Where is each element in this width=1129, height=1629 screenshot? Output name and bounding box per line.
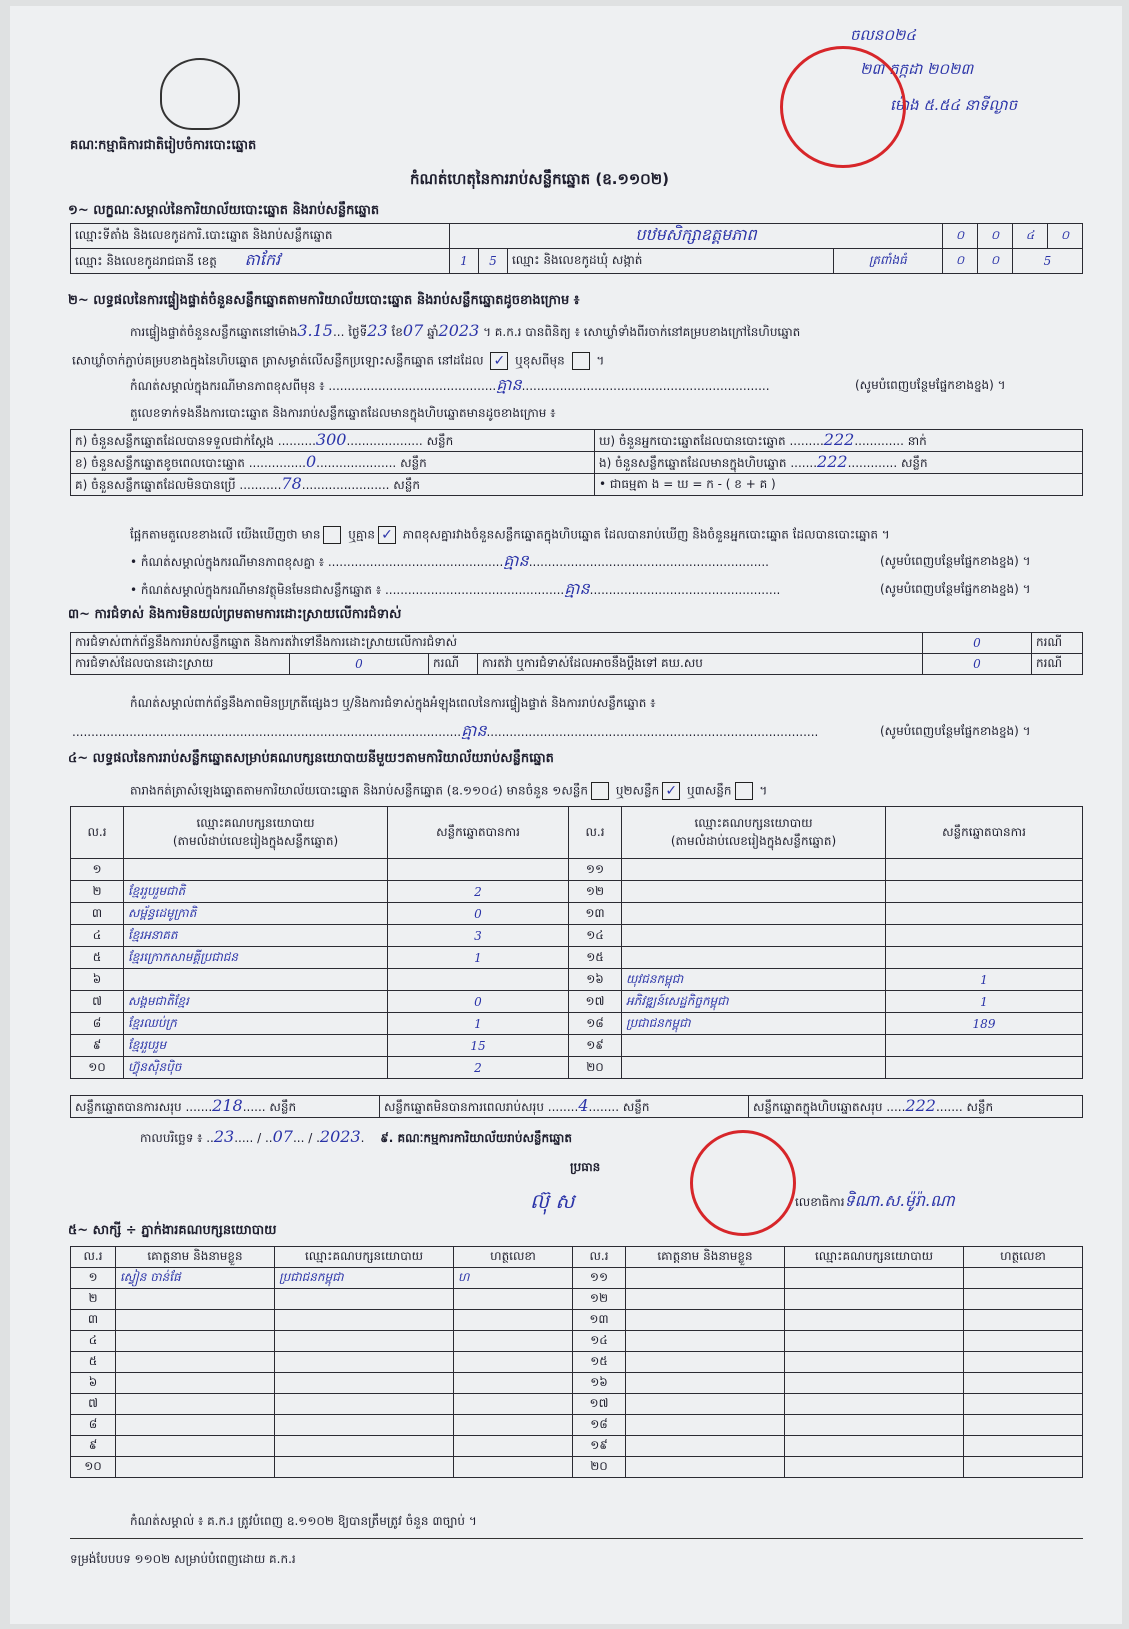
witness-party-cell	[275, 1331, 454, 1352]
result-no-cell: ២	[71, 881, 124, 903]
witness-no-cell: ៨	[71, 1415, 116, 1436]
witness-no-cell: ៥	[71, 1352, 116, 1373]
col-no-left: ល.រ	[71, 807, 124, 859]
objections-table	[70, 632, 1083, 675]
result-no-cell: ៧	[71, 991, 124, 1013]
witness-name-cell	[626, 1310, 785, 1331]
witness-party-cell	[785, 1331, 964, 1352]
witness-name-cell	[626, 1457, 785, 1478]
witness-name-cell	[626, 1352, 785, 1373]
bullet2-line: • កំណត់សម្គាល់ក្នុងករណីមានវត្ថុមិនមែនជាសន្លឹកឆ្នោត ៖ ...............................................គ្មាន..................................................	[130, 579, 781, 598]
witness-sign-cell	[454, 1415, 573, 1436]
result-party-cell: សម្ព័ន្ធដេមូក្រាតិ	[124, 903, 388, 925]
result-no-cell: ៦	[71, 969, 124, 991]
office-code-1: ០	[943, 224, 978, 249]
table-row	[71, 1013, 1083, 1035]
red-seal-bottom	[690, 1130, 796, 1236]
result-no-cell: ១៨	[569, 1013, 622, 1035]
col-no-right: ល.រ	[569, 807, 622, 859]
result-party-cell: ហ៊្វុនស៊ិនប៉ិច	[124, 1057, 388, 1079]
witness-sign-cell	[964, 1268, 1083, 1289]
w-col-party-right: ឈ្មោះគណបក្សនយោបាយ	[785, 1247, 964, 1268]
office-code-2: ០	[978, 224, 1013, 249]
witness-no-cell: ២	[71, 1289, 116, 1310]
table-row	[71, 1268, 1083, 1289]
result-party-cell	[622, 925, 886, 947]
witness-name-cell	[626, 1331, 785, 1352]
witness-party-cell	[785, 1310, 964, 1331]
section5-heading: ៥~ សាក្សី ÷ ភ្នាក់ងារគណបក្សនយោបាយ	[68, 1223, 277, 1238]
w-col-no-right: ល.រ	[573, 1247, 626, 1268]
witness-table	[70, 1246, 1083, 1478]
result-party-cell	[622, 947, 886, 969]
result-party-cell	[622, 1057, 886, 1079]
result-votes-cell: 3	[388, 925, 569, 947]
witness-party-cell	[785, 1436, 964, 1457]
result-votes-cell: 2	[388, 1057, 569, 1079]
witness-party-cell	[785, 1352, 964, 1373]
witness-name-cell	[116, 1394, 275, 1415]
result-no-cell: ១៧	[569, 991, 622, 1013]
result-votes-cell	[886, 1057, 1083, 1079]
witness-no-cell: ៣	[71, 1310, 116, 1331]
section3-note-line: ......................................................................................................គ្មាន.......................................................................................	[72, 721, 819, 740]
appeal-label: ការតវ៉ា ឬការជំទាស់ដែលអាចនឹងប្តឹងទៅ គឃ.សប	[478, 654, 923, 675]
table-row	[71, 1436, 1083, 1457]
result-no-cell: ១២	[569, 881, 622, 903]
result-votes-cell: 1	[388, 947, 569, 969]
table-row	[71, 1394, 1083, 1415]
table-row	[71, 1352, 1083, 1373]
result-party-cell: សង្គមជាតិខ្មែរ	[124, 991, 388, 1013]
witness-no-cell: ១៨	[573, 1415, 626, 1436]
witness-party-cell	[275, 1310, 454, 1331]
result-party-cell: ខ្មែរឈប់ក្រ	[124, 1013, 388, 1035]
witness-no-cell: ១០	[71, 1457, 116, 1478]
objection-unit: ករណី	[1032, 633, 1083, 654]
witness-name-cell	[116, 1457, 275, 1478]
appeal-value: 0	[923, 654, 1032, 675]
table-row	[71, 859, 1083, 881]
result-no-cell: ៤	[71, 925, 124, 947]
w-col-name-left: គោត្តនាម និងនាមខ្លួន	[116, 1247, 275, 1268]
objection-label: ការជំទាស់ពាក់ព័ន្ធនឹងការរាប់សន្លឹកឆ្នោត និងការតវ៉ាទៅនឹងការដោះស្រាយលើការជំទាស់	[71, 633, 923, 654]
result-party-cell: ខ្មែរអនាគត	[124, 925, 388, 947]
witness-sign-cell	[964, 1415, 1083, 1436]
witness-no-cell: ៩	[71, 1436, 116, 1457]
result-votes-cell: 189	[886, 1013, 1083, 1035]
witness-name-cell	[626, 1373, 785, 1394]
figure-b: ខ) ចំនួនសន្លឹកឆ្នោតខូចពេលបោះឆ្នោត ...............0..................... សន្លឹក	[71, 452, 595, 474]
result-no-cell: ៣	[71, 903, 124, 925]
witness-no-cell: ១	[71, 1268, 116, 1289]
witness-sign-cell	[964, 1394, 1083, 1415]
witness-no-cell: ១៣	[573, 1310, 626, 1331]
form-code-note: ទម្រង់បែបបទ ១១០២ សម្រាប់បំពេញដោយ គ.ក.រ	[70, 1552, 296, 1566]
table-row	[71, 1415, 1083, 1436]
figures-table	[70, 429, 1083, 496]
result-party-cell	[622, 859, 886, 881]
result-party-cell	[622, 881, 886, 903]
witness-party-cell	[275, 1415, 454, 1436]
result-votes-cell: 1	[886, 991, 1083, 1013]
col-party-left: ឈ្មោះគណបក្សនយោបាយ (តាមលំដាប់លេខរៀងក្នុងសន្លឹកឆ្នោត)	[124, 807, 388, 859]
table-row	[71, 903, 1083, 925]
bullet1-suffix: (សូមបំពេញបន្ថែមផ្នែកខាងខ្នង) ។	[880, 554, 1031, 568]
witness-sign-cell	[964, 1331, 1083, 1352]
witness-party-cell	[785, 1415, 964, 1436]
result-no-cell: ១៥	[569, 947, 622, 969]
date-line: កាលបរិច្ឆេទ ៖ ..23..... / ..07... / .2023. ៩. គណៈកម្មការការិយាល័យរាប់សន្លឹកឆ្នោត	[140, 1127, 572, 1146]
same-checkbox[interactable]: ✓	[490, 352, 508, 370]
witness-sign-cell	[454, 1457, 573, 1478]
witness-name-cell	[626, 1394, 785, 1415]
section3-heading: ៣~ ការជំទាស់ និងការមិនយល់ព្រមតាមការដោះស្រាយលើការជំទាស់	[68, 607, 402, 622]
commune-code-2: ០	[978, 249, 1013, 274]
witness-name-cell	[116, 1436, 275, 1457]
office-value: បឋមសិក្សាឧត្តមភាព	[450, 224, 943, 249]
footnote: កំណត់សម្គាល់ ៖ គ.ក.រ ត្រូវបំពេញ ឧ.១១០២ ឱ្យបានត្រឹមត្រូវ ចំនួន ៣ច្បាប់ ។	[130, 1514, 477, 1528]
office-label: ឈ្មោះទីតាំង និងលេខកូដការិ.បោះឆ្នោត និងរាប់សន្លឹកឆ្នោត	[71, 224, 450, 249]
w-col-party-left: ឈ្មោះគណបក្សនយោបាយ	[275, 1247, 454, 1268]
table-row	[71, 925, 1083, 947]
witness-sign-cell	[454, 1289, 573, 1310]
witness-sign-cell	[964, 1436, 1083, 1457]
bullet2-suffix: (សូមបំពេញបន្ថែមផ្នែកខាងខ្នង) ។	[880, 582, 1031, 596]
result-votes-cell: 1	[886, 969, 1083, 991]
result-party-cell: ខ្មែររួបរួមជាតិ	[124, 881, 388, 903]
commune-code-1: ០	[943, 249, 978, 274]
note1-line: កំណត់សម្គាល់ក្នុងករណីមានភាពខុសពីមុន ៖ ............................................គ្មាន.................................................................	[130, 375, 770, 394]
witness-sign-cell	[964, 1310, 1083, 1331]
table-row	[71, 881, 1083, 903]
figure-d: ឃ) ចំនួនអ្នកបោះឆ្នោតដែលបានបោះឆ្នោត .........222............. នាក់	[595, 430, 1083, 452]
changed-checkbox[interactable]	[572, 352, 590, 370]
resolved-unit: ករណី	[429, 654, 478, 675]
president-signature: ល៊ុ ស	[530, 1189, 575, 1213]
commune-label: ឈ្មោះ និងលេខកូដឃុំ សង្កាត់	[508, 249, 834, 274]
result-party-cell: ប្រជាជនកម្ពុជា	[622, 1013, 886, 1035]
one-sheet-checkbox[interactable]	[591, 782, 609, 800]
section1-heading: ១~ លក្ខណៈសម្គាល់នៃការិយាល័យបោះឆ្នោត និងរាប់សន្លឹកឆ្នោត	[68, 203, 380, 218]
witness-sign-cell	[454, 1394, 573, 1415]
witness-sign-cell	[964, 1373, 1083, 1394]
office-code-3: ៤	[1013, 224, 1048, 249]
form-page	[10, 6, 1122, 1624]
receipt-note-1: ចលន០២៤	[850, 26, 916, 44]
witness-sign-cell: ហ	[454, 1268, 573, 1289]
province-label: ឈ្មោះ និងលេខកូដរាជធានី ខេត្ត តាកែវ	[71, 249, 450, 274]
result-no-cell: ១១	[569, 859, 622, 881]
two-sheet-checkbox[interactable]: ✓	[662, 782, 680, 800]
witness-party-cell	[275, 1373, 454, 1394]
result-votes-cell	[886, 925, 1083, 947]
witness-name-cell: ស្វៀន ចាន់ផែ	[116, 1268, 275, 1289]
result-no-cell: ៩	[71, 1035, 124, 1057]
w-col-sign-right: ហត្ថលេខា	[964, 1247, 1083, 1268]
witness-name-cell	[626, 1268, 785, 1289]
table-row	[71, 969, 1083, 991]
witness-party-cell	[275, 1457, 454, 1478]
result-party-cell: ខ្មែររួបរួម	[124, 1035, 388, 1057]
witness-party-cell	[785, 1373, 964, 1394]
table-row	[71, 1310, 1083, 1331]
witness-party-cell	[785, 1289, 964, 1310]
table-row	[71, 991, 1083, 1013]
figure-formula: • ជាធម្មតា ង = ឃ = ក - ( ខ + គ )	[595, 474, 1083, 496]
result-no-cell: ១	[71, 859, 124, 881]
witness-no-cell: ៦	[71, 1373, 116, 1394]
witness-sign-cell	[454, 1436, 573, 1457]
verify-line-1: ការផ្ទៀងផ្ទាត់ចំនួនសន្លឹកឆ្នោតនៅម៉ោង3.15... ថ្ងៃទី23 ខែ07 ឆ្នាំ2023 ។ គ.ក.រ បានពិនិត្យ ៖ សោឃ្លាំទាំងពីរចាក់នៅគម្របខាងក្រៅនៃហិបឆ្នោត	[130, 321, 801, 340]
section1-table	[70, 223, 1083, 274]
result-no-cell: ១៤	[569, 925, 622, 947]
result-votes-cell: 2	[388, 881, 569, 903]
results-table	[70, 806, 1083, 1079]
witness-party-cell: ប្រជាជនកម្ពុជា	[275, 1268, 454, 1289]
president-label: ប្រធាន	[570, 1160, 601, 1174]
witness-no-cell: ១៦	[573, 1373, 626, 1394]
witness-sign-cell	[454, 1373, 573, 1394]
witness-no-cell: ១៥	[573, 1352, 626, 1373]
result-votes-cell	[388, 859, 569, 881]
result-party-cell: ខ្មែរក្រោកសាមគ្គីប្រជាជន	[124, 947, 388, 969]
result-party-cell	[622, 903, 886, 925]
table-row	[71, 947, 1083, 969]
result-votes-cell: 1	[388, 1013, 569, 1035]
result-no-cell: ១៣	[569, 903, 622, 925]
witness-name-cell	[116, 1415, 275, 1436]
result-votes-cell	[886, 881, 1083, 903]
totals-table	[70, 1095, 1083, 1118]
result-votes-cell: 15	[388, 1035, 569, 1057]
witness-no-cell: ១១	[573, 1268, 626, 1289]
table-row	[71, 1289, 1083, 1310]
witness-sign-cell	[964, 1352, 1083, 1373]
three-sheet-checkbox[interactable]	[735, 782, 753, 800]
province-code-1: 1	[450, 249, 479, 274]
table-row	[71, 1057, 1083, 1079]
section3-note-suffix: (សូមបំពេញបន្ថែមផ្នែកខាងខ្នង) ។	[880, 724, 1031, 738]
result-no-cell: ១០	[71, 1057, 124, 1079]
province-code-2: 5	[479, 249, 508, 274]
result-party-cell	[622, 1035, 886, 1057]
figure-e: ង) ចំនួនសន្លឹកឆ្នោតដែលមានក្នុងហិបឆ្នោត .......222............. សន្លឹក	[595, 452, 1083, 474]
witness-party-cell	[785, 1457, 964, 1478]
resolved-label: ការជំទាស់ដែលបានដោះស្រាយ	[71, 654, 290, 675]
secretary-line: លេខាធិការទិណា.ស.ម៉ូរ៉ា.ណា	[795, 1191, 955, 1210]
witness-sign-cell	[454, 1352, 573, 1373]
col-party-right: ឈ្មោះគណបក្សនយោបាយ (តាមលំដាប់លេខរៀងក្នុងសន្លឹកឆ្នោត)	[622, 807, 886, 859]
form-title: កំណត់ហេតុនៃការរាប់សន្លឹកឆ្នោត (ឧ.១១០២)	[410, 170, 670, 188]
section2-heading: ២~ លទ្ធផលនៃការផ្ទៀងផ្ទាត់ចំនួនសន្លឹកឆ្នោតតាមការិយាល័យបោះឆ្នោត និងរាប់សន្លឹកឆ្នោតដូចខាងក្រោម ៖	[68, 293, 580, 308]
objection-value: 0	[923, 633, 1032, 654]
witness-party-cell	[275, 1289, 454, 1310]
result-no-cell: ៨	[71, 1013, 124, 1035]
figure-a: ក) ចំនួនសន្លឹកឆ្នោតដែលបានទទួលជាក់ស្តែង ..........300.................... សន្លឹក	[71, 430, 595, 452]
witness-name-cell	[626, 1415, 785, 1436]
receipt-note-3: ម៉ោង ៥.៥៤ នាទីល្ងាច	[890, 96, 1018, 114]
verify-line-2: សោឃ្លាំចាក់ភ្ជាប់គម្របខាងក្នុងនៃហិបឆ្នោត ត្រាសម្ងាត់លើសន្លឹកប្រឡោះសន្លឹកឆ្នោត នៅដដែល ✓ ឬខុសពីមុន ។	[72, 353, 605, 369]
witness-no-cell: ៧	[71, 1394, 116, 1415]
result-no-cell: ៥	[71, 947, 124, 969]
witness-party-cell	[275, 1394, 454, 1415]
witness-sign-cell	[964, 1457, 1083, 1478]
resolved-value: 0	[290, 654, 429, 675]
result-party-cell: យុវជនកម្ពុជា	[622, 969, 886, 991]
result-votes-cell	[886, 859, 1083, 881]
witness-no-cell: ១៤	[573, 1331, 626, 1352]
result-no-cell: ១៩	[569, 1035, 622, 1057]
appeal-unit: ករណី	[1032, 654, 1083, 675]
figures-intro: តួលេខទាក់ទងនឹងការបោះឆ្នោត និងការរាប់សន្លឹកឆ្នោតដែលមានក្នុងហិបឆ្នោតមានដូចខាងក្រោម ៖	[130, 406, 556, 420]
witness-name-cell	[116, 1331, 275, 1352]
w-col-sign-left: ហត្ថលេខា	[454, 1247, 573, 1268]
witness-no-cell: ១៧	[573, 1394, 626, 1415]
total-valid: សន្លឹកឆ្នោតបានការសរុប .......218...... សន្លឹក	[71, 1096, 380, 1118]
table-row	[71, 1331, 1083, 1352]
result-no-cell: ១៦	[569, 969, 622, 991]
nec-emblem	[160, 58, 240, 130]
result-votes-cell	[886, 947, 1083, 969]
col-votes-left: សន្លឹកឆ្នោតបានការ	[388, 807, 569, 859]
figure-c: គ) ចំនួនសន្លឹកឆ្នោតដែលមិនបានប្រើ ...........78....................... សន្លឹក	[71, 474, 595, 496]
diff-yes-checkbox[interactable]	[323, 526, 341, 544]
witness-no-cell: ២០	[573, 1457, 626, 1478]
result-party-cell	[124, 969, 388, 991]
total-box: សន្លឹកឆ្នោតក្នុងហិបឆ្នោតសរុប .....222....... សន្លឹក	[749, 1096, 1083, 1118]
difference-line: ផ្អែកតាមតួលេខខាងលើ យើងឃើញថា មាន ឬគ្មាន ✓ ភាពខុសគ្នារវាងចំនួនសន្លឹកឆ្នោតក្នុងហិបឆ្នោត ដែលបានរាប់ឃើញ និងចំនួនអ្នកបោះឆ្នោត ដែលបានបោះឆ្នោត ។	[130, 527, 890, 543]
red-seal-top	[780, 46, 906, 168]
witness-name-cell	[626, 1436, 785, 1457]
result-votes-cell: 0	[388, 903, 569, 925]
col-votes-right: សន្លឹកឆ្នោតបានការ	[886, 807, 1083, 859]
witness-no-cell: ១៩	[573, 1436, 626, 1457]
witness-no-cell: ១២	[573, 1289, 626, 1310]
witness-party-cell	[785, 1394, 964, 1415]
w-col-name-right: គោត្តនាម និងនាមខ្លួន	[626, 1247, 785, 1268]
witness-sign-cell	[454, 1331, 573, 1352]
table-row	[71, 1457, 1083, 1478]
tally-line: តារាងកត់ត្រាសំឡេងឆ្នោតតាមការិយាល័យបោះឆ្នោត និងរាប់សន្លឹកឆ្នោត (ឧ.១១០៤) មានចំនួន ១សន្លឹក ឬ២សន្លឹក ✓ ឬ៣សន្លឹក ។	[130, 783, 768, 799]
commune-code-3: 5	[1013, 249, 1083, 274]
bullet1-line: • កំណត់សម្គាល់ក្នុងករណីមានភាពខុសគ្នា ៖ ..............................................គ្មាន...............................................................	[130, 551, 769, 570]
section4-heading: ៤~ លទ្ធផលនៃការរាប់សន្លឹកឆ្នោតសម្រាប់គណបក្សនយោបាយនីមួយៗតាមការិយាល័យរាប់សន្លឹកឆ្នោត	[68, 751, 554, 766]
result-votes-cell	[886, 1035, 1083, 1057]
committee-name: គណៈកម្មាធិការជាតិរៀបចំការបោះឆ្នោត	[70, 138, 257, 153]
witness-name-cell	[626, 1289, 785, 1310]
witness-name-cell	[116, 1310, 275, 1331]
witness-name-cell	[116, 1352, 275, 1373]
result-votes-cell: 0	[388, 991, 569, 1013]
result-no-cell: ២០	[569, 1057, 622, 1079]
total-invalid: សន្លឹកឆ្នោតមិនបានការពេលរាប់សរុប ........4........ សន្លឹក	[380, 1096, 749, 1118]
result-votes-cell	[388, 969, 569, 991]
note1-suffix: (សូមបំពេញបន្ថែមផ្នែកខាងខ្នង) ។	[855, 378, 1006, 392]
result-votes-cell	[886, 903, 1083, 925]
witness-party-cell	[275, 1352, 454, 1373]
office-code-4: ០	[1048, 224, 1083, 249]
result-party-cell: អភិវឌ្ឍន៍សេដ្ឋកិច្ចកម្ពុជា	[622, 991, 886, 1013]
commune-value: ត្រពាំងធំ	[833, 249, 942, 274]
witness-party-cell	[785, 1268, 964, 1289]
w-col-no-left: ល.រ	[71, 1247, 116, 1268]
witness-name-cell	[116, 1373, 275, 1394]
section3-note: កំណត់សម្គាល់ពាក់ព័ន្ធនឹងភាពមិនប្រក្រតីផ្សេងៗ ឬ/និងការជំទាស់ក្នុងអំឡុងពេលនៃការផ្ទៀងផ្ទាត់ និងការរាប់សន្លឹកឆ្នោត ៖	[130, 696, 656, 710]
witness-name-cell	[116, 1289, 275, 1310]
result-party-cell	[124, 859, 388, 881]
table-row	[71, 1373, 1083, 1394]
footer-divider	[70, 1538, 1083, 1539]
diff-none-checkbox[interactable]: ✓	[378, 526, 396, 544]
table-row	[71, 1035, 1083, 1057]
receipt-note-2: ២៣ កក្កដា ២០២៣	[860, 60, 974, 78]
witness-sign-cell	[964, 1289, 1083, 1310]
witness-no-cell: ៤	[71, 1331, 116, 1352]
witness-sign-cell	[454, 1310, 573, 1331]
witness-party-cell	[275, 1436, 454, 1457]
